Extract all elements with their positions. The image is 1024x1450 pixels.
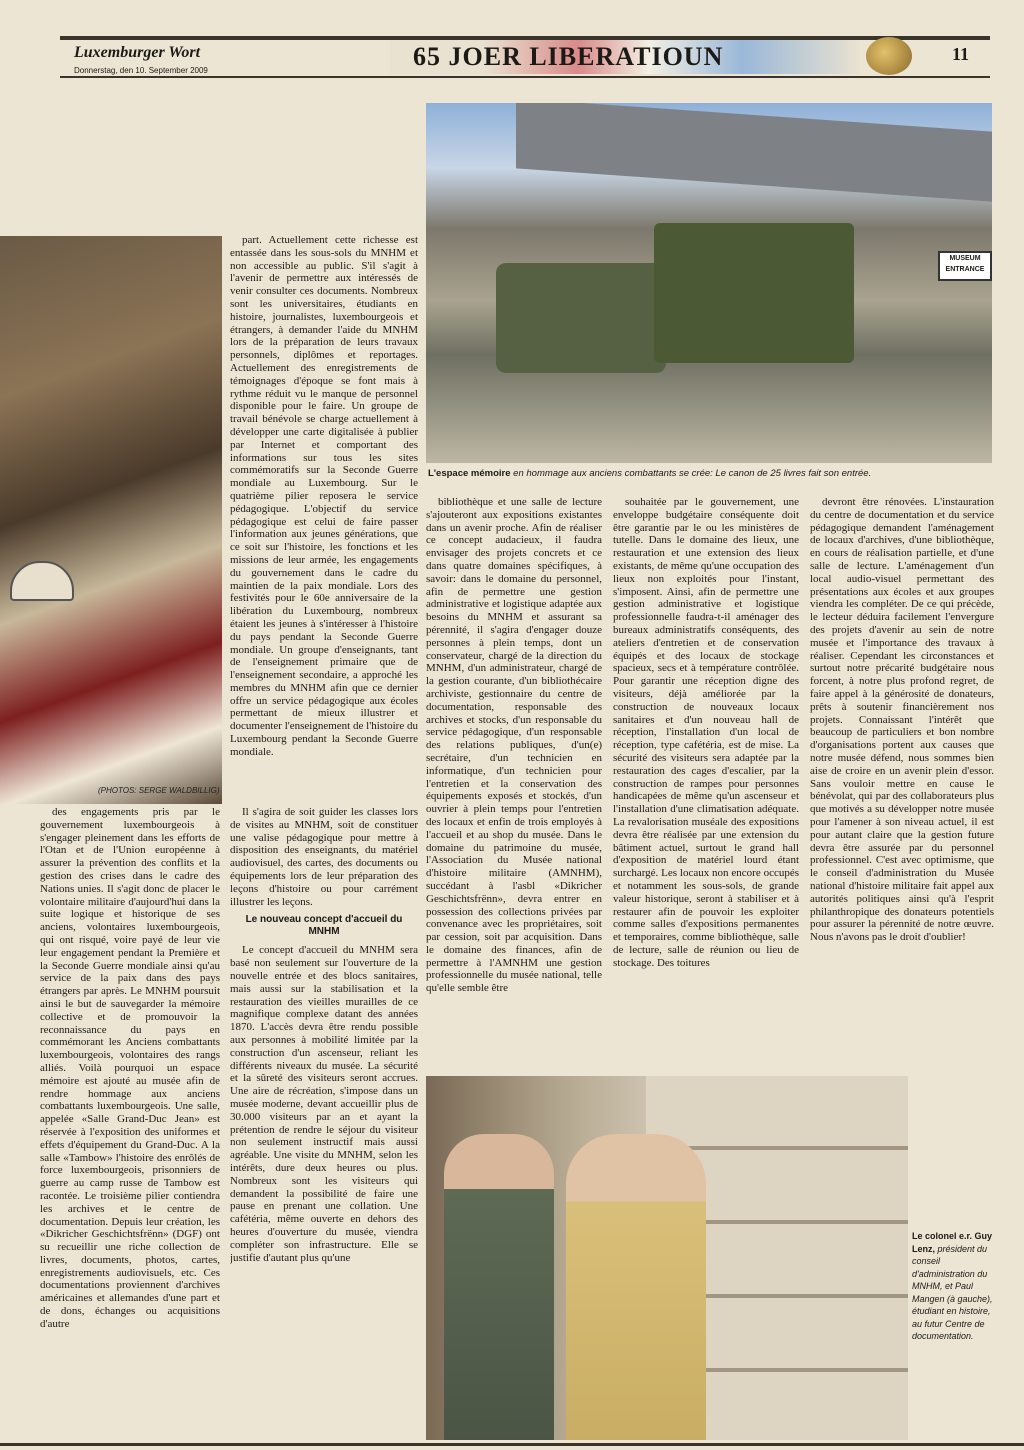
footer-rule xyxy=(0,1443,1024,1446)
paragraph: part. Actuellement cette richesse est entassée dans les sous-sols du MNHM et non accessible au public. S'il s'agit à l'avenir de permettre aux intéressés de venir consulter ces documents. Nombreux sont les universitaires, étudiants en histoire, journalistes, luxembourgeois et étrangers, à demander l'aide du MNHM lors de la préparation de leurs travaux personnels, diplômes et reportages. Actuellement des enregistrements de témoignages d'époque se font mais à rythme réduit vu le manque de personnel disponible pour le faire. Un groupe de travail bénévole se charge actuellement à développer une carte digitalisée à publier par Internet et comportant des informations sur tous les sites commémoratifs sur la Seconde Guerre mondiale au Luxembourg. Sur le quatrième pilier reposera le service pédagogique. L'objectif du service pédagogique est celui de faire passer l'information aux jeunes générations, que ce soit sur l'histoire, les fonctions et les missions de leur armée, les engagements du gouvernement dans le cadre du maintien de la paix mondiale. Lors des festivités pour le 60e anniversaire de la libération du Luxembourg, nombreux étaient les jeunes à s'intéresser à l'histoire du pays pendant la Seconde Guerre mondiale. Un groupe d'enseignants, tant de l'enseignement primaire que de l'enseignement secondaire, a approché les membres du MNHM afin que ce dernier offre un service pédagogique aux écoles permettant de mieux illustrer et documenter l'enseignement de l'histoire du Luxembourg pendant la Seconde Guerre mondiale. xyxy=(230,234,418,758)
paragraph: Le concept d'accueil du MNHM sera basé non seulement sur l'ouverture de la nouvelle entrée et des blocs sanitaires, mais aussi sur la stabilisation et la restauration des vieilles murailles de ce magnifique complexe datant des années 1870. L'accès devra être rendu possible aux personnes à mobilité limitée par la construction d'un ascenseur, reliant les différents niveaux du musée. La sécurité et la sûreté des visiteurs seront accrues. Une aire de récréation, s'impose dans un musée moderne, devant accueillir plus de 30.000 visiteurs par an et ayant la prétention de rendre le séjour du visiteur non seulement instructif mais aussi agréable. Une visite du MNHM, selon les intérêts, dure deux heures ou plus. Nombreux sont les visiteurs qui demandent la possibilité de faire une pause en prenant une collation. Une cafétéria, même ouverte en dehors des heures d'ouverture du musée, viendra compléter son infrastructure. Elle se justifie d'autant plus qu'une xyxy=(230,944,418,1264)
article-column-4 xyxy=(613,496,799,1074)
liberation-emblem-icon xyxy=(866,37,912,75)
paragraph: souhaitée par le gouvernement, une enveloppe budgétaire conséquente doit être garantie par le ou les ministères de tutelle. Dans le domaine des lieux, une restauration et une extension des lieux existants, de même qu'une occupation des lieux non exploités pour l'instant, s'imposent. Ainsi, afin de permettre une gestion administrative et logistique professionnelle faudra-t-il aménager des bureaux administratifs conséquents, des ateliers d'entretien et de conservation équipés et des locaux de stockage spacieux, secs et à température contrôlée. Pour garantir une réception digne des visiteurs, déjà améliorée par la construction de nouveaux locaux sanitaires et d'un nouveau hall de réception, l'installation d'un local de réception, type cafétéria, est de mise. La sécurité des visiteurs sera adaptée par la restauration des cages d'escalier, par la construction de rampes pour personnes handicapées de même qu'un ascenseur et l'installation d'une climatisation adéquate. La revalorisation muséale des expositions devra être réalisée par une extension du bâtiment actuel, surtout le grand hall d'exposition de matériel lourd étant surchargé. Les locaux non encore occupés et notamment les sous-sols, de grande valeur historique, seront à stabiliser et à restaurer afin de pouvoir les exploiter comme salles d'expositions permanentes et temporaires, comme bibliothèque, salle de lecture, salle de réunion ou lieu de stockage. Des toitures xyxy=(613,496,799,969)
section-title: 65 JOER LIBERATIOUN xyxy=(413,42,724,71)
page-header xyxy=(0,32,1024,80)
subheading: Le nouveau concept d'accueil du MNHM xyxy=(245,914,403,938)
article-column-1a xyxy=(230,234,418,806)
article-column-5 xyxy=(810,496,994,1074)
page-number: 11 xyxy=(952,44,970,64)
helmet-shape xyxy=(10,561,74,601)
roof-canopy-shape xyxy=(516,103,992,202)
caption-text: en hommage aux anciens combattants se crée: Le canon de 25 livres fait son entrée. xyxy=(510,468,872,479)
caption-text: président du conseil d'administration du MNHM, et Paul Mangen (à gauche), étudiant en histoire, au futur Centre de documentation. xyxy=(912,1243,993,1341)
caption-lead: Le colonel e.r. Guy Lenz, xyxy=(912,1231,993,1254)
article-column-1b xyxy=(40,806,220,1440)
masthead: Luxemburger Wort xyxy=(74,44,201,61)
documentation-centre-photo xyxy=(426,1076,908,1440)
museum-exhibit-photo xyxy=(0,236,222,804)
paragraph: Il s'agira de soit guider les classes lors de visites au MNHM, soit de constituer une valise pédagogique pour mettre à disposition des enseignants, du matériel audiovisuel, des cartes, des documents ou équipements lors de leur préparation des leçons d'histoire ou pour carrément illustrer les leçons. xyxy=(230,806,418,908)
cannon-shape xyxy=(496,263,666,373)
documentation-photo-caption xyxy=(912,1230,998,1343)
person-right-shape xyxy=(566,1134,706,1440)
issue-date: Donnerstag, den 10. September 2009 xyxy=(74,66,208,75)
military-truck-shape xyxy=(654,223,854,363)
article-column-3 xyxy=(426,496,602,1074)
museum-entrance-photo xyxy=(426,103,992,463)
paragraph: devront être rénovées. L'instauration du centre de documentation et du service pédagogique demandent l'aménagement de locaux d'archives, d'une bibliothèque, en cours de réalisation partielle, et d'une salle de lecture. L'aménagement d'un local audio-visuel permettant des présentations aux écoles et aux groupes viendra les compléter. De ce qui précède, le lecteur déduira facilement l'envergure des projets d'avenir au sein de notre musée et l'importance des travaux à réaliser. Cependant les circonstances et surtout notre précarité budgétaire nous forcent, à notre plus profond regret, de faire appel à la générosité de donateurs, prêts à soutenir financièrement nos projets. Connaissant l'intérêt que beaucoup de particuliers et bon nombre d'organisations portent aux causes que notre musée défend, nous sommes bien aise de croire en un avenir plein d'essor. Sans vouloir mettre en cause le bénévolat, qui par des collaborateurs plus que motivés a su développer notre musée pour l'amener à son niveau actuel, il est pour autant claire que la gestion future devra être assurée par du personnel professionnel. C'est avec optimisme, que le conseil d'administration du Musée national d'histoire militaire fait appel aux autorités politiques ainsi qu'à l'esprit philanthropique des donateurs potentiels pour assurer la pérennité de notre œuvre. Nous n'avons pas le droit d'oublier! xyxy=(810,496,994,944)
museum-entrance-sign: MUSEUM ENTRANCE xyxy=(938,251,992,281)
paragraph: des engagements pris par le gouvernement luxembourgeois à s'engager pleinement dans les efforts de l'Otan et de l'Union européenne à assurer la prévention des conflits et la gestion des crises dans le cadre des Nations unies. Il s'agit donc de placer le volontaire militaire d'aujourd'hui dans la suite logique et historique de ses anciens, volontaires luxembourgeois, qui ont risqué, voire payé de leur vie leur engagement pendant la Première et la Seconde Guerre mondiale ainsi qu'au service de la paix dans des pays étrangers par après. Le MNHM poursuit ainsi le but de sauvegarder la mémoire collective et de promouvoir la reconnaissance du pays en commémorant les Anciens combattants luxembourgeois, volontaires des rangs alliés. Voilà pourquoi un espace mémoire est ajouté au musée afin de rendre hommage aux anciens combattants luxembourgeois. Une salle, appelée «Salle Grand-Duc Jean» est réservée à l'exposition des uniformes et effets d'équipement du Grand-Duc. A la salle «Tambow» l'histoire des enrôlés de force luxembourgeois, prisonniers de guerre au camp russe de Tambow est racontée. Le troisième pilier contiendra les archives et le centre de documentation. Depuis leur création, les «Dikricher Geschichtsfrënn» (DGF) ont su recueillir une riche collection de livres, documents, photos, cartes, enregistrements audiovisuels, etc. Ces documentations proviennent d'archives américaines et allemandes d'une part et de dons, échanges ou acquisitions d'autre xyxy=(40,806,220,1330)
person-left-shape xyxy=(444,1134,554,1440)
header-bottom-rule xyxy=(60,76,990,78)
photo-credit: (PHOTOS: SERGE WALDBILLIG) xyxy=(98,786,220,795)
caption-lead: L'espace mémoire xyxy=(428,468,511,479)
entrance-photo-caption xyxy=(428,468,992,479)
paragraph: bibliothèque et une salle de lecture s'ajouteront aux expositions existantes dans un avenir proche. Afin de réaliser ce concept audacieux, il faudra envisager des projets concrets et ce dans quatre domaines spécifiques, à savoir: dans le domaine du personnel, afin de permettre une gestion administrative et logistique adaptée aux besoins du MNHM et assurant sa pérennité, il s'agira d'engager douze personnes à plein temps, dont un conservateur, chargé de la direction du MNHM, d'un administrateur, chargé de la gestion courante, d'un bibliothécaire archiviste, gestionnaire du centre de documentation, responsable des archives et stocks, d'un responsable du service pédagogique, d'un responsable des relations publiques, d'un(e) secrétaire, d'un technicien en informatique, d'un technicien pour l'entretien et la conservation des équipements exposés et stockés, d'un ouvrier à plein temps pour l'entretien des locaux et enfin de trois employés à l'accueil et au shop du musée. Dans le domaine du patrimoine du musée, l'Association du Musée national d'histoire militaire (AMNHM), succédant à l'asbl «Dikricher Geschichtsfrënn», devra entrer en possession des collections privées par convenance avec les propriétaires, soit par cession, soit par acquisition. Dans le domaine des finances, afin de permettre à l'AMNHM une gestion professionnelle du musée national, telle qu'elle semble être xyxy=(426,496,602,995)
article-column-2b xyxy=(230,806,418,1440)
